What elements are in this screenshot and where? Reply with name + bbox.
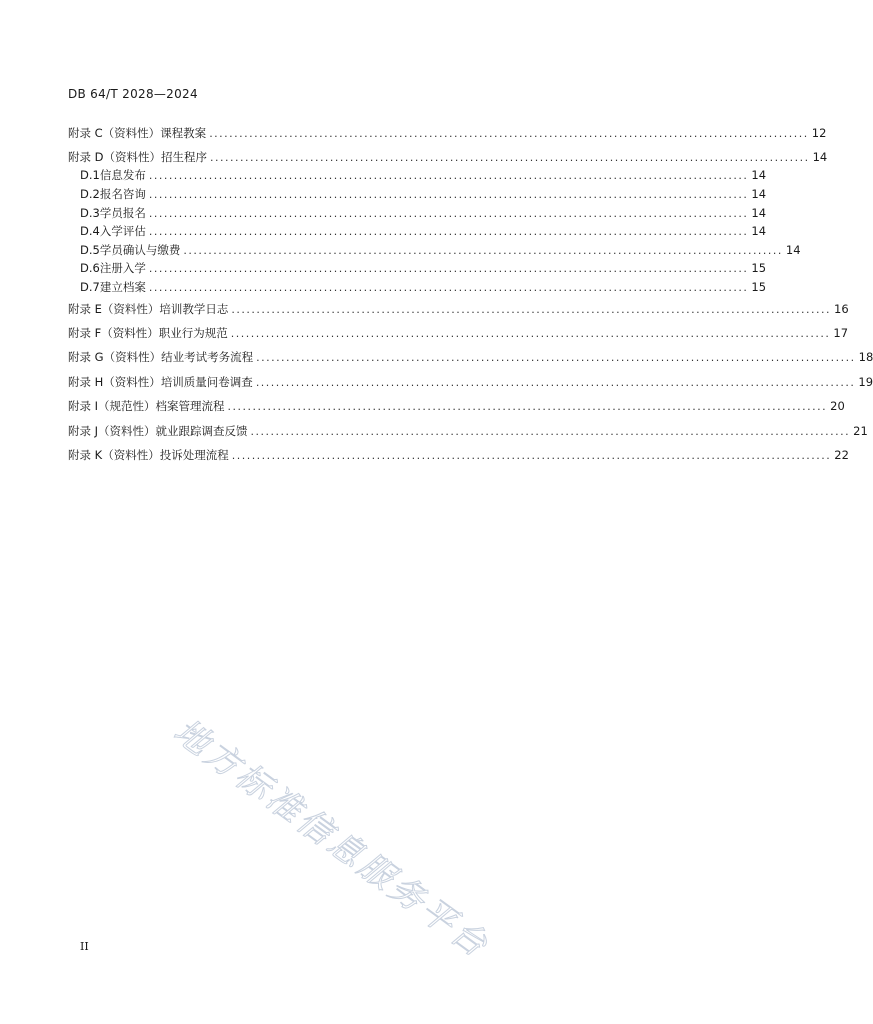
toc-entry-page: 15 [751,261,767,275]
toc-entry-number: 附录 J（资料性） [68,424,156,438]
toc-entry-title: 结业考试考务流程 [161,350,254,364]
toc-leader-dots: ........................................................................................................................ [230,326,831,340]
toc-entry-number: D.6 [80,261,100,275]
toc-leader-dots: ........................................................................................................................ [255,375,856,389]
toc-leader-dots: ........................................................................................................................ [148,280,749,294]
toc-entry-page: 18 [858,350,873,364]
toc-entry[interactable] [80,222,767,240]
toc-leader-dots: ........................................................................................................................ [210,150,810,164]
toc-entry-number: 附录 I（规范性） [68,399,156,413]
toc-leader-dots: ........................................................................................................................ [227,399,828,413]
toc-entry-page: 14 [751,206,767,220]
toc-entry-title: 投诉处理流程 [159,448,229,462]
toc-leader-dots: ........................................................................................................................ [231,302,832,316]
toc-entry-page: 14 [751,224,767,238]
toc-entry[interactable] [68,300,849,318]
toc-entry-number: D.1 [80,168,100,182]
toc-entry-page: 14 [751,187,767,201]
toc-entry-page: 14 [812,150,828,164]
toc-entry-title: 建立档案 [99,280,146,294]
toc-entry[interactable] [68,446,849,464]
toc-entry-number: 附录 G（资料性） [68,350,162,364]
toc-entry-number: D.5 [80,243,100,257]
toc-entry-title: 注册入学 [99,261,146,275]
toc-entry-title: 职业行为规范 [158,326,228,340]
toc-entry[interactable] [80,185,767,203]
page-number: II [80,940,89,953]
toc-entry-title: 报名咨询 [99,187,146,201]
toc-entry-number: D.7 [80,280,100,294]
toc-entry-page: 12 [811,126,827,140]
toc-leader-dots: ........................................................................................................................ [148,206,749,220]
toc-entry[interactable] [80,204,767,222]
toc-entry[interactable] [80,278,767,296]
toc-entry-page: 17 [833,326,849,340]
toc-entry-number: 附录 D（资料性） [68,150,162,164]
toc-entry-number: D.2 [80,187,100,201]
watermark: 地方标准信息服务平台 [166,711,498,967]
toc-leader-dots: ........................................................................................................................ [250,424,851,438]
toc-entry[interactable] [68,397,845,415]
toc-entry[interactable] [68,124,827,142]
toc-leader-dots: ........................................................................................................................ [183,243,783,257]
toc-entry[interactable] [80,259,767,277]
toc-leader-dots: ........................................................................................................................ [148,168,749,182]
toc-entry-title: 课程教案 [160,126,207,140]
toc-entry[interactable] [68,348,873,366]
toc-entry-number: 附录 F（资料性） [68,326,159,340]
toc-entry[interactable] [68,422,868,440]
toc-entry-page: 22 [834,448,849,462]
toc-entry-title: 档案管理流程 [155,399,225,413]
toc-entry-page: 14 [785,243,801,257]
toc-entry-page: 20 [830,399,845,413]
toc-entry-page: 14 [751,168,767,182]
toc-entry-page: 15 [751,280,767,294]
toc-entry[interactable] [80,166,767,184]
toc-entry-title: 就业跟踪调查反馈 [155,424,248,438]
toc-entry[interactable] [68,373,873,391]
toc-entry-title: 学员确认与缴费 [99,243,181,257]
toc-entry-title: 入学评估 [99,224,146,238]
toc-entry-title: 培训教学日志 [159,302,229,316]
document-code: DB 64/T 2028—2024 [68,87,198,101]
toc-entry-number: D.4 [80,224,100,238]
toc-entry-title: 招生程序 [161,150,208,164]
toc-entry[interactable] [68,148,828,166]
toc-entry[interactable] [68,324,849,342]
toc-entry-number: 附录 K（资料性） [68,448,160,462]
toc-leader-dots: ........................................................................................................................ [148,261,749,275]
toc-entry-page: 16 [834,302,849,316]
toc-entry-number: 附录 E（资料性） [68,302,160,316]
toc-entry[interactable] [80,241,801,259]
toc-leader-dots: ........................................................................................................................ [256,350,856,364]
toc-leader-dots: ........................................................................................................................ [148,224,749,238]
toc-entry-title: 信息发布 [99,168,146,182]
toc-entry-number: 附录 H（资料性） [68,375,161,389]
toc-entry-number: D.3 [80,206,100,220]
toc-leader-dots: ........................................................................................................................ [231,448,832,462]
toc-leader-dots: ........................................................................................................................ [148,187,749,201]
toc-entry-page: 21 [853,424,868,438]
toc-entry-title: 学员报名 [99,206,146,220]
toc-leader-dots: ........................................................................................................................ [209,126,809,140]
toc-entry-page: 19 [858,375,873,389]
toc-entry-number: 附录 C（资料性） [68,126,161,140]
toc-entry-title: 培训质量问卷调查 [160,375,253,389]
